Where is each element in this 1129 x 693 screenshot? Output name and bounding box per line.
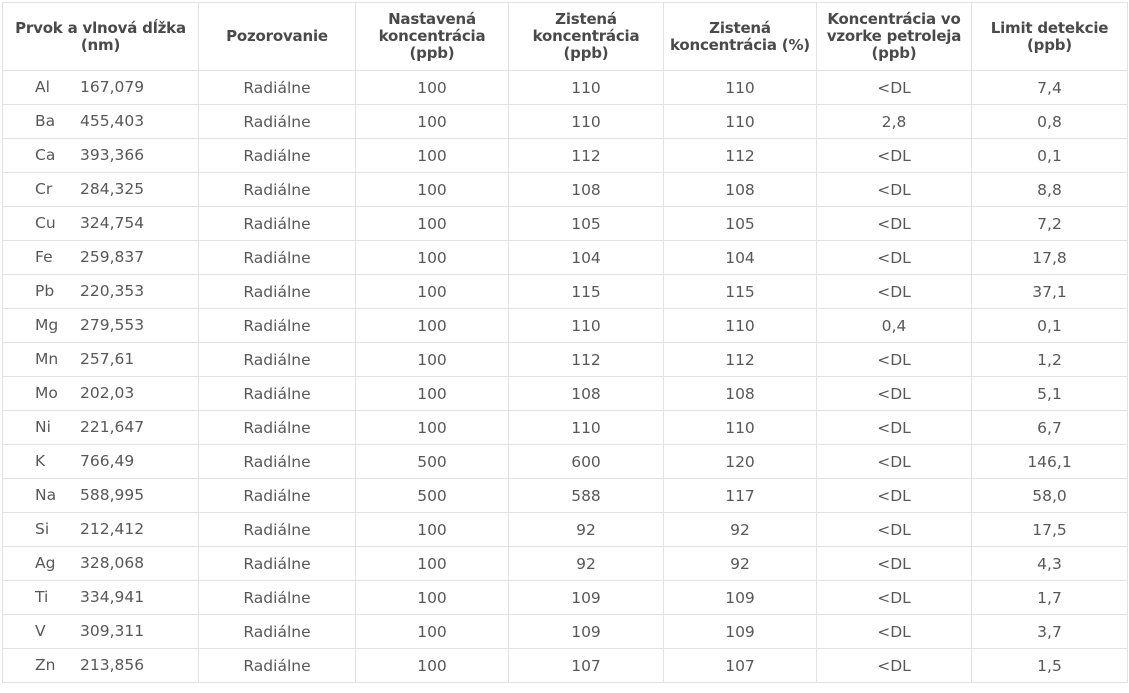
cell-observation: Radiálne: [199, 649, 356, 683]
cell-found-percent: 92: [664, 547, 817, 581]
element-wavelength: 279,553: [80, 316, 145, 334]
table-row: [3, 547, 1128, 581]
cell-element: [3, 241, 199, 275]
table-row: [3, 615, 1128, 649]
cell-sample-concentration: <DL: [817, 411, 972, 445]
cell-detection-limit: 4,3: [972, 547, 1128, 581]
element-wavelength: 213,856: [80, 656, 145, 674]
element-wavelength: 324,754: [80, 214, 145, 232]
cell-detection-limit: 0,1: [972, 139, 1128, 173]
cell-found-percent: 110: [664, 309, 817, 343]
cell-set-concentration: 100: [356, 411, 509, 445]
cell-set-concentration: 100: [356, 241, 509, 275]
cell-observation: Radiálne: [199, 615, 356, 649]
cell-found-concentration: 109: [509, 615, 664, 649]
cell-found-concentration: 109: [509, 581, 664, 615]
cell-found-concentration: 110: [509, 309, 664, 343]
cell-found-concentration: 107: [509, 649, 664, 683]
cell-detection-limit: 7,4: [972, 71, 1128, 105]
cell-observation: Radiálne: [199, 513, 356, 547]
table-row: [3, 309, 1128, 343]
cell-found-percent: 109: [664, 615, 817, 649]
cell-set-concentration: 100: [356, 71, 509, 105]
element-symbol: K: [35, 452, 46, 470]
cell-observation: Radiálne: [199, 105, 356, 139]
header-sample-concentration: Koncentrácia vo vzorke petroleja (ppb): [817, 3, 972, 71]
cell-set-concentration: 100: [356, 513, 509, 547]
table-header: [3, 3, 1128, 71]
element-wavelength: 334,941: [80, 588, 145, 606]
cell-observation: Radiálne: [199, 547, 356, 581]
header-found-percent: Zistená koncentrácia (%): [664, 3, 817, 71]
element-symbol: Pb: [35, 282, 55, 300]
cell-element: [3, 71, 199, 105]
header-observation: Pozorovanie: [199, 3, 356, 71]
cell-found-percent: 108: [664, 173, 817, 207]
cell-observation: Radiálne: [199, 411, 356, 445]
cell-detection-limit: 7,2: [972, 207, 1128, 241]
cell-found-percent: 110: [664, 411, 817, 445]
element-wavelength: 202,03: [80, 384, 135, 402]
cell-found-percent: 110: [664, 71, 817, 105]
cell-sample-concentration: <DL: [817, 207, 972, 241]
cell-detection-limit: 5,1: [972, 377, 1128, 411]
cell-set-concentration: 100: [356, 173, 509, 207]
cell-detection-limit: 6,7: [972, 411, 1128, 445]
cell-detection-limit: 3,7: [972, 615, 1128, 649]
element-wavelength: 220,353: [80, 282, 145, 300]
cell-found-concentration: 104: [509, 241, 664, 275]
cell-observation: Radiálne: [199, 377, 356, 411]
element-wavelength: 167,079: [80, 78, 145, 96]
element-wavelength: 257,61: [80, 350, 135, 368]
cell-sample-concentration: <DL: [817, 241, 972, 275]
cell-sample-concentration: <DL: [817, 479, 972, 513]
cell-sample-concentration: <DL: [817, 547, 972, 581]
cell-observation: Radiálne: [199, 173, 356, 207]
cell-sample-concentration: <DL: [817, 445, 972, 479]
cell-found-concentration: 112: [509, 343, 664, 377]
cell-set-concentration: 100: [356, 547, 509, 581]
table-row: [3, 71, 1128, 105]
cell-set-concentration: 100: [356, 649, 509, 683]
cell-set-concentration: 100: [356, 207, 509, 241]
cell-found-percent: 107: [664, 649, 817, 683]
element-symbol: Ti: [35, 588, 49, 606]
cell-element: [3, 411, 199, 445]
cell-set-concentration: 100: [356, 309, 509, 343]
cell-element: [3, 139, 199, 173]
element-symbol: V: [35, 622, 46, 640]
cell-found-concentration: 92: [509, 513, 664, 547]
element-symbol: Cr: [35, 180, 53, 198]
cell-element: [3, 479, 199, 513]
cell-found-concentration: 110: [509, 105, 664, 139]
cell-found-concentration: 105: [509, 207, 664, 241]
table-row: [3, 445, 1128, 479]
cell-detection-limit: 0,8: [972, 105, 1128, 139]
cell-found-concentration: 115: [509, 275, 664, 309]
cell-detection-limit: 1,5: [972, 649, 1128, 683]
cell-observation: Radiálne: [199, 241, 356, 275]
table-row: [3, 241, 1128, 275]
cell-observation: Radiálne: [199, 445, 356, 479]
cell-detection-limit: 17,5: [972, 513, 1128, 547]
cell-found-percent: 92: [664, 513, 817, 547]
element-wavelength: 309,311: [80, 622, 145, 640]
table-row: [3, 479, 1128, 513]
element-wavelength: 393,366: [80, 146, 145, 164]
cell-sample-concentration: 2,8: [817, 105, 972, 139]
cell-sample-concentration: <DL: [817, 581, 972, 615]
cell-set-concentration: 100: [356, 105, 509, 139]
cell-detection-limit: 37,1: [972, 275, 1128, 309]
cell-detection-limit: 17,8: [972, 241, 1128, 275]
cell-found-concentration: 110: [509, 411, 664, 445]
cell-set-concentration: 100: [356, 343, 509, 377]
element-symbol: Na: [35, 486, 57, 504]
cell-observation: Radiálne: [199, 479, 356, 513]
element-symbol: Mg: [35, 316, 59, 334]
table-row: [3, 139, 1128, 173]
table-row: [3, 581, 1128, 615]
cell-element: [3, 581, 199, 615]
table-row: [3, 105, 1128, 139]
cell-set-concentration: 500: [356, 479, 509, 513]
cell-found-concentration: 92: [509, 547, 664, 581]
cell-sample-concentration: <DL: [817, 139, 972, 173]
cell-found-concentration: 108: [509, 377, 664, 411]
cell-set-concentration: 100: [356, 581, 509, 615]
cell-found-concentration: 588: [509, 479, 664, 513]
table-row: [3, 649, 1128, 683]
cell-set-concentration: 500: [356, 445, 509, 479]
table-row: [3, 513, 1128, 547]
cell-sample-concentration: <DL: [817, 377, 972, 411]
cell-detection-limit: 8,8: [972, 173, 1128, 207]
element-wavelength: 284,325: [80, 180, 145, 198]
header-detection-limit: Limit detekcie (ppb): [972, 3, 1128, 71]
cell-observation: Radiálne: [199, 71, 356, 105]
cell-sample-concentration: <DL: [817, 275, 972, 309]
cell-element: [3, 309, 199, 343]
cell-set-concentration: 100: [356, 275, 509, 309]
table-row: [3, 173, 1128, 207]
element-wavelength: 259,837: [80, 248, 145, 266]
cell-sample-concentration: <DL: [817, 343, 972, 377]
cell-element: [3, 207, 199, 241]
table-body: [3, 71, 1128, 683]
cell-element: [3, 649, 199, 683]
cell-detection-limit: 1,2: [972, 343, 1128, 377]
element-wavelength: 212,412: [80, 520, 145, 538]
cell-element: [3, 275, 199, 309]
cell-found-percent: 115: [664, 275, 817, 309]
cell-found-percent: 109: [664, 581, 817, 615]
cell-found-concentration: 600: [509, 445, 664, 479]
cell-found-percent: 112: [664, 343, 817, 377]
table-row: [3, 343, 1128, 377]
element-wavelength: 221,647: [80, 418, 145, 436]
header-element-wavelength: Prvok a vlnová dĺžka (nm): [3, 3, 199, 71]
cell-detection-limit: 0,1: [972, 309, 1128, 343]
cell-set-concentration: 100: [356, 615, 509, 649]
cell-set-concentration: 100: [356, 139, 509, 173]
element-symbol: Si: [35, 520, 50, 538]
element-symbol: Ca: [35, 146, 56, 164]
cell-found-percent: 105: [664, 207, 817, 241]
header-set-concentration: Nastavená koncentrácia (ppb): [356, 3, 509, 71]
cell-found-percent: 110: [664, 105, 817, 139]
element-symbol: Ag: [35, 554, 56, 572]
cell-element: [3, 615, 199, 649]
element-symbol: Ni: [35, 418, 51, 436]
cell-element: [3, 377, 199, 411]
cell-found-concentration: 112: [509, 139, 664, 173]
data-table: [2, 2, 1128, 683]
cell-set-concentration: 100: [356, 377, 509, 411]
cell-found-concentration: 110: [509, 71, 664, 105]
cell-element: [3, 173, 199, 207]
element-symbol: Cu: [35, 214, 56, 232]
cell-sample-concentration: <DL: [817, 71, 972, 105]
table-row: [3, 207, 1128, 241]
cell-element: [3, 343, 199, 377]
cell-found-percent: 108: [664, 377, 817, 411]
element-wavelength: 588,995: [80, 486, 145, 504]
cell-sample-concentration: <DL: [817, 649, 972, 683]
cell-found-concentration: 108: [509, 173, 664, 207]
cell-detection-limit: 1,7: [972, 581, 1128, 615]
element-symbol: Fe: [35, 248, 53, 266]
cell-element: [3, 513, 199, 547]
cell-observation: Radiálne: [199, 309, 356, 343]
element-symbol: Al: [35, 78, 50, 96]
cell-detection-limit: 58,0: [972, 479, 1128, 513]
table-row: [3, 377, 1128, 411]
element-wavelength: 766,49: [80, 452, 135, 470]
cell-sample-concentration: <DL: [817, 615, 972, 649]
cell-element: [3, 445, 199, 479]
header-row: [3, 3, 1128, 71]
table-row: [3, 275, 1128, 309]
cell-observation: Radiálne: [199, 139, 356, 173]
header-found-concentration: Zistená koncentrácia (ppb): [509, 3, 664, 71]
element-symbol: Mn: [35, 350, 59, 368]
element-symbol: Ba: [35, 112, 56, 130]
element-wavelength: 328,068: [80, 554, 145, 572]
cell-observation: Radiálne: [199, 275, 356, 309]
cell-observation: Radiálne: [199, 207, 356, 241]
cell-found-percent: 120: [664, 445, 817, 479]
element-symbol: Mo: [35, 384, 58, 402]
element-symbol: Zn: [35, 656, 56, 674]
cell-detection-limit: 146,1: [972, 445, 1128, 479]
cell-observation: Radiálne: [199, 581, 356, 615]
cell-observation: Radiálne: [199, 343, 356, 377]
cell-found-percent: 112: [664, 139, 817, 173]
cell-element: [3, 105, 199, 139]
cell-found-percent: 117: [664, 479, 817, 513]
cell-element: [3, 547, 199, 581]
cell-sample-concentration: <DL: [817, 513, 972, 547]
cell-found-percent: 104: [664, 241, 817, 275]
cell-sample-concentration: 0,4: [817, 309, 972, 343]
table-row: [3, 411, 1128, 445]
cell-sample-concentration: <DL: [817, 173, 972, 207]
element-wavelength: 455,403: [80, 112, 145, 130]
